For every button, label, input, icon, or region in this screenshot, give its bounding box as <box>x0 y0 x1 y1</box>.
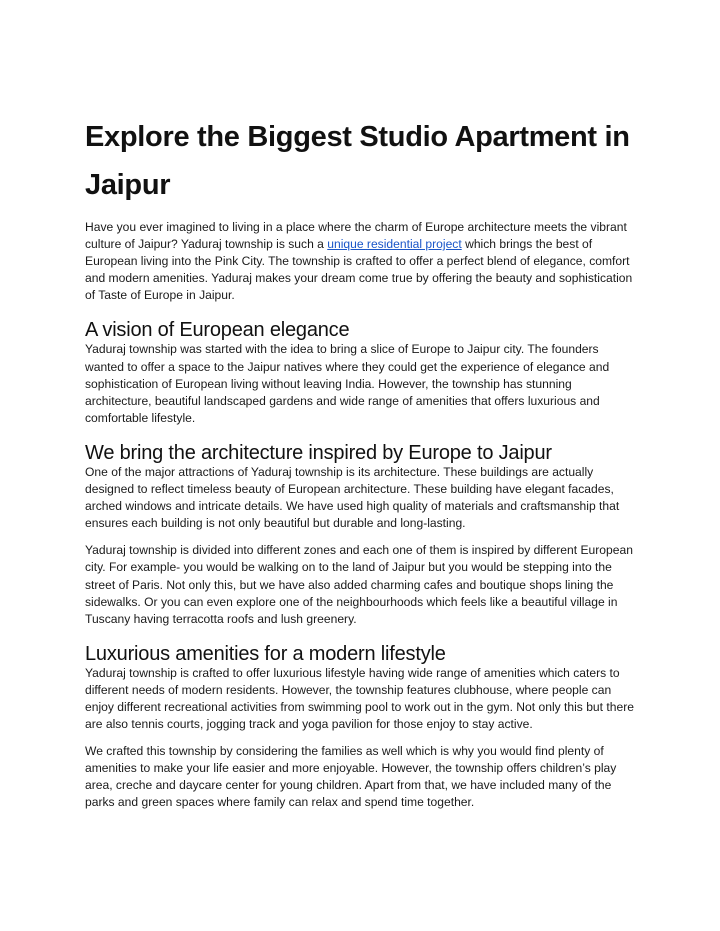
section-paragraph: Yaduraj township is divided into different zones and each one of them is inspired by different European city. For example- you would be walking on to the land of Jaipur but you would be stepping into the street of Paris. Not only this, but we have also added charming cafes and boutique shops lining the sidewalks. Or you can even explore one of the neighbourhoods which feels like a beautiful village in Tuscany having terracotta roofs and lush greenery. <box>85 543 633 626</box>
intro-paragraph <box>85 219 640 304</box>
section-heading-architecture: We bring the architecture inspired by Europe to Jaipur <box>85 441 552 464</box>
section-paragraph: One of the major attractions of Yaduraj township is its architecture. These buildings are actually designed to reflect timeless beauty of European architecture. These building have elegant facades, arched windows and intricate details. We have used high quality of materials and craftsmanship that ensures each building is not only beautiful but durable and long-lasting. <box>85 464 620 531</box>
intro-text-after-link: which brings the best of European living into the Pink City. The township is crafted to offer a perfect blend of elegance, comfort and modern amenities. Yaduraj makes your dream come true by offering the beauty and sophistication of Taste of Europe in Jaipur. <box>85 237 633 303</box>
section-paragraph: We crafted this township by considering the families as well which is why you would find plenty of amenities to make your life easier and more enjoyable. However, the township offers children’s play area, creche and daycare center for young children. Apart from that, we have included many of the parks and green spaces where family can relax and spend time together. <box>85 744 617 810</box>
unique-residential-project-link[interactable]: unique residential project <box>327 237 462 252</box>
section-paragraph: Yaduraj township was started with the idea to bring a slice of Europe to Jaipur city. The founders wanted to offer a space to the Jaipur natives where they could get the experience of elegance and sophistication of European living without leaving India. However, the township has stunning architecture, beautiful landscaped gardens and wide range of amenities that offers luxurious and comfortable lifestyle. <box>85 342 610 425</box>
section-heading-european-elegance: A vision of European elegance <box>85 319 350 342</box>
section-heading-amenities: Luxurious amenities for a modern lifestyle <box>85 642 446 665</box>
section-paragraph: Yaduraj township is crafted to offer luxurious lifestyle having wide range of amenities which caters to different needs of modern residents. However, the township features clubhouse, where people can enjoy different recreational activities from swimming pool to work out in the gym. Not only this but there are also tennis courts, jogging track and yoga pavilion for those enjoy to stay active. <box>85 665 634 732</box>
document-page <box>85 113 640 812</box>
intro-text-before-link: Have you ever imagined to living in a place where the charm of Europe architecture meets the vibrant culture of Jaipur? Yaduraj township is such a <box>85 220 627 252</box>
page-title: Explore the Biggest Studio Apartment in Jaipur <box>85 121 630 201</box>
